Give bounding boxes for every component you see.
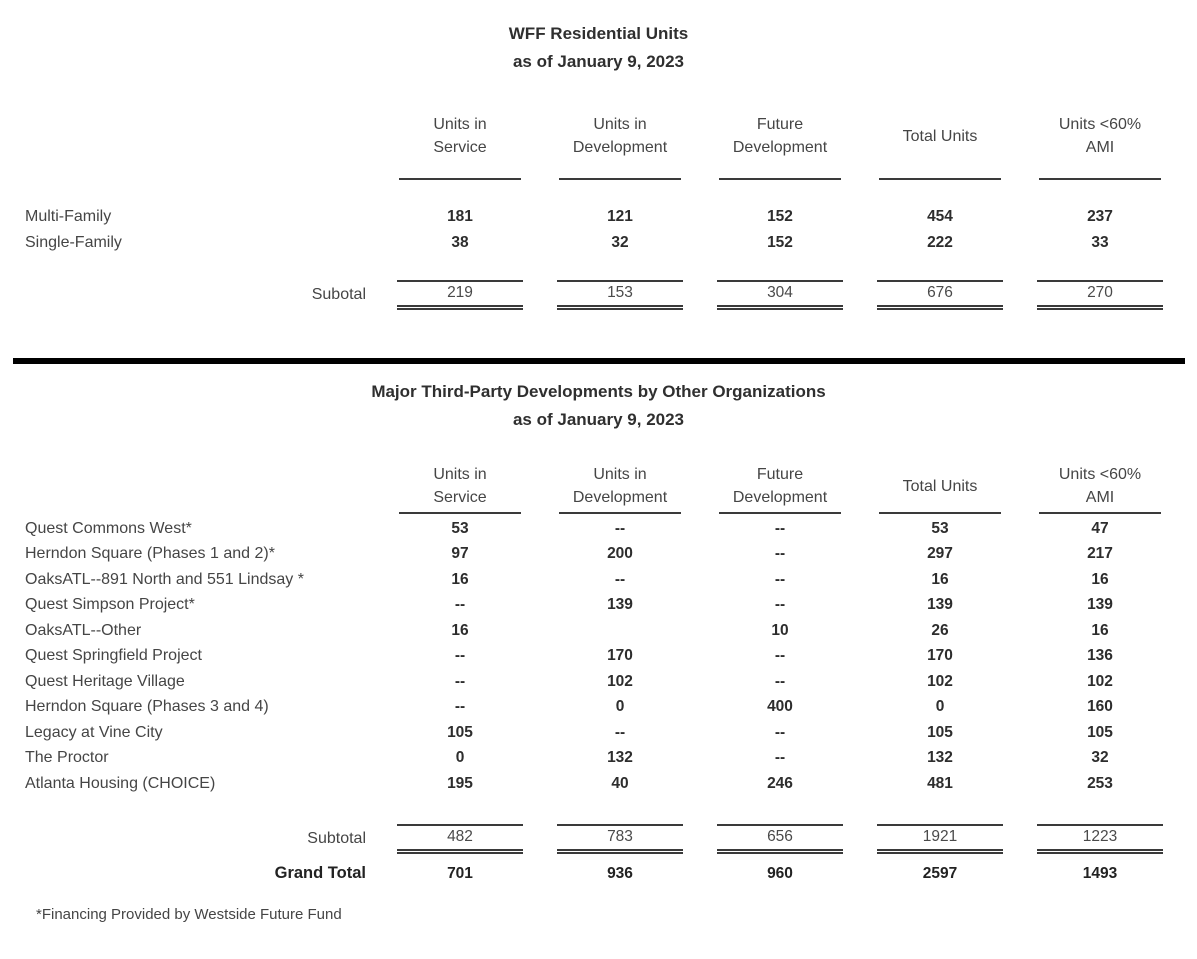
table1-header-underlines bbox=[0, 178, 1197, 180]
grand-total-row bbox=[0, 862, 1197, 886]
cell-value: 16 bbox=[931, 570, 949, 588]
cell-value: 16 bbox=[1091, 570, 1109, 588]
row-label: OaksATL--Other bbox=[25, 621, 142, 639]
column-header-units-in-service: Units in Service bbox=[433, 466, 487, 506]
row-label: Herndon Square (Phases 1 and 2)* bbox=[25, 545, 275, 563]
row-label: Legacy at Vine City bbox=[25, 723, 163, 741]
table1-subtitle: as of January 9, 2023 bbox=[512, 52, 685, 71]
header-spacer bbox=[0, 462, 380, 510]
cell-value: -- bbox=[614, 723, 626, 741]
row-label: Quest Simpson Project* bbox=[25, 596, 195, 614]
financing-footnote: *Financing Provided by Westside Future Fund bbox=[36, 905, 342, 923]
column-header-units-in-development: Units in Development bbox=[572, 466, 668, 506]
cell-value: 152 bbox=[767, 234, 793, 251]
table1-title: WFF Residential Units bbox=[508, 24, 689, 43]
column-header-future-development: Future Development bbox=[732, 116, 828, 156]
cell-value: -- bbox=[774, 596, 786, 614]
header-underline bbox=[1039, 178, 1161, 180]
cell-value: 195 bbox=[447, 774, 473, 792]
cell-value: 0 bbox=[615, 698, 625, 716]
cell-value: 237 bbox=[1087, 208, 1113, 225]
grand-total-value: 2597 bbox=[922, 864, 958, 882]
column-header-total-units: Total Units bbox=[902, 127, 978, 145]
grand-total-value: 701 bbox=[447, 864, 473, 882]
table2-subtotal-row bbox=[0, 824, 1197, 854]
column-header-units-in-development: Units in Development bbox=[572, 116, 668, 156]
cell-value: 16 bbox=[451, 621, 469, 639]
cell-value: 26 bbox=[931, 621, 949, 639]
table1-column-headers bbox=[0, 112, 1197, 160]
subtotal-value: 676 bbox=[877, 280, 1003, 310]
cell-value: -- bbox=[774, 570, 786, 588]
header-underline bbox=[399, 512, 521, 514]
column-header-units-in-service: Units in Service bbox=[433, 116, 487, 156]
cell-value: -- bbox=[774, 519, 786, 537]
cell-value: 217 bbox=[1087, 545, 1113, 563]
cell-value: 53 bbox=[451, 519, 469, 537]
table2-title: Major Third-Party Developments by Other Organizations bbox=[371, 382, 826, 401]
subtotal-value: 219 bbox=[397, 280, 523, 310]
cell-value: 38 bbox=[451, 234, 469, 251]
cell-value: 16 bbox=[451, 570, 469, 588]
cell-value: 152 bbox=[767, 208, 793, 225]
cell-value: 400 bbox=[767, 698, 793, 716]
table-row bbox=[0, 669, 1197, 695]
cell-value: 0 bbox=[935, 698, 945, 716]
cell-value: 121 bbox=[607, 208, 633, 225]
table-row bbox=[0, 618, 1197, 644]
cell-value: 170 bbox=[607, 647, 633, 665]
cell-value: 97 bbox=[451, 545, 469, 563]
cell-value: 47 bbox=[1091, 519, 1109, 537]
cell-value: 102 bbox=[927, 672, 953, 690]
cell-value: 102 bbox=[1087, 672, 1113, 690]
grand-total-value: 960 bbox=[767, 864, 793, 882]
cell-value: 32 bbox=[1091, 749, 1109, 767]
table2-header-underlines bbox=[0, 512, 1197, 514]
cell-value: -- bbox=[454, 698, 466, 716]
cell-value: -- bbox=[454, 596, 466, 614]
cell-value: 105 bbox=[447, 723, 473, 741]
subtotal-value: 482 bbox=[397, 824, 523, 854]
row-label: Single-Family bbox=[25, 234, 122, 251]
cell-value: -- bbox=[614, 570, 626, 588]
cell-value: 136 bbox=[1087, 647, 1113, 665]
cell-value: 454 bbox=[927, 208, 953, 225]
cell-value: 181 bbox=[447, 208, 473, 225]
cell-value: -- bbox=[774, 723, 786, 741]
subtotal-label: Subtotal bbox=[307, 829, 366, 847]
row-label: Quest Commons West* bbox=[25, 519, 192, 537]
table2-title-block bbox=[0, 378, 1197, 434]
cell-value: -- bbox=[454, 647, 466, 665]
cell-value: 297 bbox=[927, 545, 953, 563]
table1-body bbox=[0, 204, 1197, 256]
cell-value: 102 bbox=[607, 672, 633, 690]
table-row bbox=[0, 771, 1197, 797]
subtotal-value: 783 bbox=[557, 824, 683, 854]
grand-total-value: 1493 bbox=[1082, 864, 1118, 882]
cell-value: -- bbox=[454, 672, 466, 690]
cell-value: -- bbox=[774, 647, 786, 665]
table-row bbox=[0, 644, 1197, 670]
section-divider bbox=[13, 358, 1185, 364]
table2-column-headers bbox=[0, 462, 1197, 510]
cell-value: 53 bbox=[931, 519, 949, 537]
header-underline bbox=[559, 512, 681, 514]
row-label: Quest Heritage Village bbox=[25, 672, 185, 690]
cell-value: 139 bbox=[927, 596, 953, 614]
header-underline bbox=[719, 178, 841, 180]
table-row bbox=[0, 567, 1197, 593]
cell-value: 40 bbox=[611, 774, 629, 792]
subtotal-value: 304 bbox=[717, 280, 843, 310]
table-row bbox=[0, 695, 1197, 721]
subtotal-value: 153 bbox=[557, 280, 683, 310]
row-label: Herndon Square (Phases 3 and 4) bbox=[25, 698, 269, 716]
cell-value: -- bbox=[614, 519, 626, 537]
table-row bbox=[0, 204, 1197, 230]
row-label: OaksATL--891 North and 551 Lindsay * bbox=[25, 570, 304, 588]
header-underline bbox=[399, 178, 521, 180]
subtotal-label: Subotal bbox=[311, 286, 366, 303]
cell-value: 481 bbox=[927, 774, 953, 792]
table-row bbox=[0, 516, 1197, 542]
cell-value: -- bbox=[774, 545, 786, 563]
cell-value: -- bbox=[774, 672, 786, 690]
subtotal-value: 656 bbox=[717, 824, 843, 854]
table-row bbox=[0, 746, 1197, 772]
subtotal-value: 1223 bbox=[1037, 824, 1163, 854]
row-label: The Proctor bbox=[25, 749, 109, 767]
table-row bbox=[0, 542, 1197, 568]
cell-value: 0 bbox=[455, 749, 465, 767]
table2-section bbox=[0, 378, 1197, 886]
header-underline bbox=[1039, 512, 1161, 514]
cell-value: 139 bbox=[1087, 596, 1113, 614]
cell-value: -- bbox=[774, 749, 786, 767]
row-label: Quest Springfield Project bbox=[25, 647, 202, 665]
table1-subtotal-row bbox=[0, 280, 1197, 310]
cell-value: 132 bbox=[927, 749, 953, 767]
cell-value: 246 bbox=[767, 774, 793, 792]
cell-value: 170 bbox=[927, 647, 953, 665]
header-underline bbox=[879, 512, 1001, 514]
cell-value: 16 bbox=[1091, 621, 1109, 639]
row-label: Atlanta Housing (CHOICE) bbox=[25, 774, 216, 792]
cell-value: 33 bbox=[1091, 234, 1109, 251]
column-header-total-units: Total Units bbox=[902, 477, 978, 495]
cell-value: 105 bbox=[927, 723, 953, 741]
cell-value: 105 bbox=[1087, 723, 1113, 741]
table-row bbox=[0, 593, 1197, 619]
cell-value: 139 bbox=[607, 596, 633, 614]
column-header-units-60-ami: Units <60% AMI bbox=[1058, 466, 1142, 506]
table1-title-block bbox=[0, 20, 1197, 76]
grand-total-label: Grand Total bbox=[274, 864, 366, 882]
table-row bbox=[0, 230, 1197, 256]
cell-value: 222 bbox=[927, 234, 953, 251]
cell-value: 253 bbox=[1087, 774, 1113, 792]
column-header-units-60-ami: Units <60% AMI bbox=[1058, 116, 1142, 156]
cell-value: 32 bbox=[611, 234, 629, 251]
subtotal-value: 270 bbox=[1037, 280, 1163, 310]
column-header-future-development: Future Development bbox=[732, 466, 828, 506]
table2-body bbox=[0, 516, 1197, 797]
header-underline bbox=[559, 178, 681, 180]
grand-total-value: 936 bbox=[607, 864, 633, 882]
subtotal-value: 1921 bbox=[877, 824, 1003, 854]
row-label: Multi-Family bbox=[25, 208, 112, 225]
header-underline bbox=[879, 178, 1001, 180]
header-spacer bbox=[0, 112, 380, 160]
cell-value: 132 bbox=[607, 749, 633, 767]
table-row bbox=[0, 720, 1197, 746]
cell-value: 160 bbox=[1087, 698, 1113, 716]
cell-value: 10 bbox=[771, 621, 789, 639]
report-page bbox=[0, 20, 1197, 959]
cell-value: 200 bbox=[607, 545, 633, 563]
table2-subtitle: as of January 9, 2023 bbox=[512, 410, 685, 429]
header-underline bbox=[719, 512, 841, 514]
